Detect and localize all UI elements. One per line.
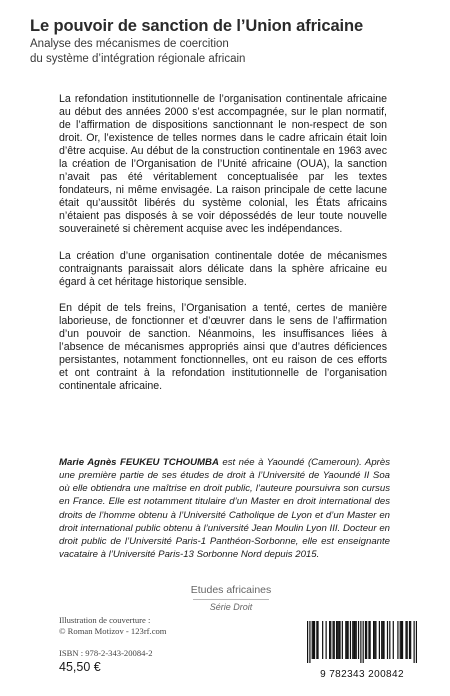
barcode-bar <box>307 621 308 663</box>
barcode-bar <box>402 621 403 659</box>
author-bio-text: est née à Yaoundé (Cameroun). Après une première partie de ses études de droit à l’Université de Yaoundé II Soa où elle obtiendra une maîtrise en droit public, l’auteure poursuivra son cursus en France. Elle est notamment titulaire d’un Master en droit international des droits de l’homme obtenu à l’Université Catholique de Lyon et d’un Master en droit international public obtenu à l’université Jean Moulin Lyon III. Docteur en droit public de l’Université Paris-1 Panthéon-Sorbonne, elle est enseignante vacataire à l’Université Paris-13 Sorbonne Nord depuis 2015. <box>59 457 390 561</box>
barcode-bar <box>405 621 406 659</box>
isbn: ISBN : 978-2-343-20084-2 <box>59 648 153 658</box>
blurb-paragraph-2: La création d’une organisation continentale dotée de mécanismes contraignants paraissait alors délicate dans la sphère africaine eu égard à cet héritage historique sensible. <box>59 249 387 288</box>
barcode-bar <box>316 621 317 659</box>
barcode-bar <box>346 621 347 659</box>
cover-credits <box>59 615 167 637</box>
barcode-bar <box>397 621 398 659</box>
barcode-bar <box>366 621 367 659</box>
barcode-bar <box>389 621 390 659</box>
barcode-bar <box>342 621 343 659</box>
barcode-bar <box>332 621 333 659</box>
barcode-bar <box>414 621 415 663</box>
barcode-bar <box>312 621 313 659</box>
barcode-bars-icon <box>307 621 417 663</box>
blurb-paragraph-1: La refondation institutionnelle de l’organisation continentale africaine au début des années 2000 s’est accompagnée, sur le plan normatif, de l’affirmation de dispositions sanctionnant le non-respect de son droit. Or, l’existence de telles normes dans le cadre africain était loin d’être acquise. Au début de la construction continentale en 1963 avec la création de l’Organisation de l’Unité africaine (OUA), la sanction n’avait pas été véritablement conceptualisée par les textes fondateurs, ni même envisagée. La raison principale de cette lacune était qu’aussitôt libérés du système colonial, les États africains n’étaient pas disposés à se voir dépossédés de leur toute nouvelle souveraineté si chèrement acquise avec les indépendances. <box>59 93 387 236</box>
cover-credit-label: Illustration de couverture : <box>59 615 151 625</box>
series-divider <box>193 599 269 600</box>
barcode-bar <box>400 621 401 659</box>
barcode-bar <box>407 621 408 659</box>
barcode-bar <box>309 621 310 663</box>
barcode-bar <box>401 621 402 659</box>
barcode-bar <box>410 621 411 659</box>
barcode-bar <box>338 621 339 659</box>
barcode-bar <box>387 621 388 659</box>
barcode-bar <box>370 621 371 659</box>
barcode-bar <box>373 621 374 659</box>
book-subtitle-line-1: Analyse des mécanismes de coercition <box>30 38 229 50</box>
barcode-bar <box>416 621 417 663</box>
series-logo <box>189 584 273 613</box>
barcode-digits: 9 782343 200842 <box>320 669 404 680</box>
barcode-bar <box>356 621 357 659</box>
series-name: Etudes africaines <box>190 584 272 596</box>
barcode-bar <box>393 621 394 659</box>
barcode-bar <box>326 621 327 659</box>
barcode-bar <box>383 621 384 659</box>
barcode-bar <box>322 621 323 659</box>
series-subtitle: Série Droit <box>209 602 253 612</box>
price: 45,50 € <box>59 660 101 674</box>
blurb-paragraph-3: En dépit de tels freins, l’Organisation a tenté, certes de manière laborieuse, de fonctionner et d’œuvrer dans le sens de l’affirmation d’un pouvoir de sanction. Néanmoins, les insuffisances liées à l’absence de mécanismes appropriés ainsi que d’autres déficiences persistantes, notamment fonctionnelles, ont eu raison de ces efforts et ont contraint à la refondation institutionnelle de l’organisation continentale africaine. <box>59 301 387 392</box>
book-subtitle-line-2: du système d’intégration régionale africain <box>30 53 246 65</box>
barcode-bar <box>374 621 375 659</box>
barcode-bar <box>314 621 315 659</box>
barcode-bar <box>336 621 337 659</box>
barcode-bar <box>345 621 346 659</box>
barcode-bar <box>360 621 361 663</box>
barcode-bar <box>358 621 359 659</box>
barcode-bar <box>365 621 366 659</box>
barcode-bar <box>354 621 355 659</box>
barcode-bar <box>334 621 335 659</box>
blurb <box>59 93 387 406</box>
barcode-bar <box>330 621 331 659</box>
barcode-bar <box>350 621 351 659</box>
barcode-bar <box>317 621 318 659</box>
barcode-bar <box>352 621 353 659</box>
barcode-bar <box>375 621 376 659</box>
barcode-bar <box>313 621 314 659</box>
book-title: Le pouvoir de sanction de l’Union africaine <box>30 17 364 35</box>
barcode-bar <box>353 621 354 659</box>
author-name: Marie Agnès FEUKEU TCHOUMBA <box>59 457 219 468</box>
barcode-bar <box>368 621 369 659</box>
author-bio <box>59 456 390 561</box>
barcode-bar <box>329 621 330 659</box>
barcode-bar <box>382 621 383 659</box>
barcode-bar <box>409 621 410 659</box>
barcode-bar <box>381 621 382 659</box>
barcode-bar <box>339 621 340 659</box>
barcode-bar <box>337 621 338 659</box>
barcode-bar <box>379 621 380 659</box>
barcode <box>307 621 417 680</box>
barcode-bar <box>363 621 364 663</box>
cover-credit-source: © Roman Motizov - 123rf.com <box>59 626 167 636</box>
header <box>30 16 430 66</box>
barcode-bar <box>348 621 349 659</box>
